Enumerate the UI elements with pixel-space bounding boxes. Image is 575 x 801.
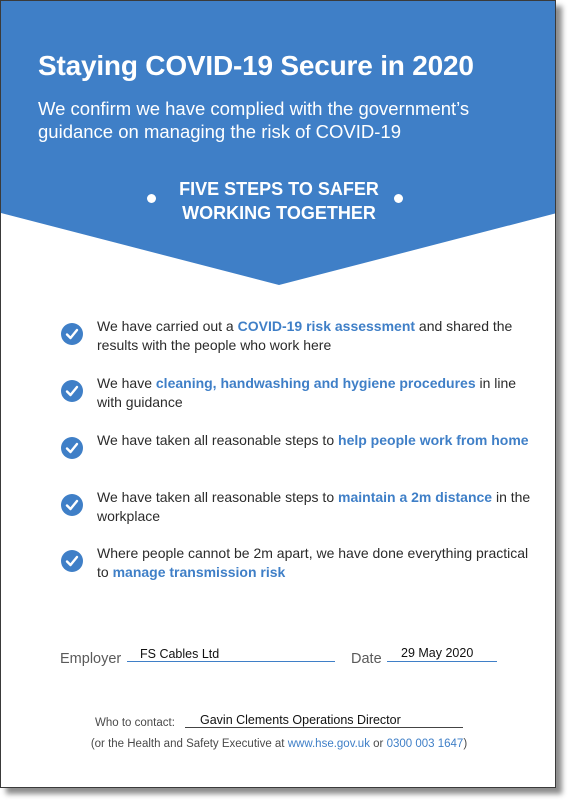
steps-heading	[1, 177, 556, 225]
employer-field-line	[127, 661, 335, 662]
hse-website-link[interactable]: www.hse.gov.uk	[287, 738, 370, 750]
check-circle-icon	[61, 494, 83, 516]
step-text: We have carried out a COVID-19 risk assessment and shared the results with the people who work here	[97, 318, 513, 353]
date-field-line	[387, 661, 497, 662]
hse-phone-link[interactable]: 0300 003 1647	[386, 738, 464, 750]
step-highlight: cleaning, handwashing and hygiene procedures	[155, 375, 476, 391]
step-item	[61, 431, 531, 459]
steps-heading-line-1: FIVE STEPS TO SAFER	[179, 179, 379, 199]
employer-field[interactable]: FS Cables Ltd	[140, 647, 220, 661]
step-text: We have taken all reasonable steps to help people work from home	[97, 432, 529, 448]
footer-note: (or the Health and Safety Executive at www.hse.gov.uk or 0300 003 1647)	[90, 738, 468, 750]
steps-heading-line-2: WORKING TOGETHER	[182, 203, 376, 223]
contact-field-line	[185, 727, 463, 728]
date-label: Date	[351, 651, 382, 667]
contact-field[interactable]: Gavin Clements Operations Director	[200, 713, 401, 727]
header-banner	[1, 1, 556, 286]
check-circle-icon	[61, 550, 83, 572]
contact-label: Who to contact:	[95, 717, 175, 729]
date-field[interactable]: 29 May 2020	[401, 646, 474, 660]
page-title: Staying COVID-19 Secure in 2020	[38, 50, 474, 81]
step-text: We have taken all reasonable steps to maintain a 2m distance in the workplace	[97, 489, 531, 524]
step-highlight: COVID-19 risk assessment	[237, 318, 416, 334]
bullet-dot-right	[394, 194, 403, 203]
step-highlight: help people work from home	[338, 432, 529, 448]
step-text: We have cleaning, handwashing and hygiene procedures in line with guidance	[97, 375, 517, 410]
step-item	[61, 544, 531, 581]
check-circle-icon	[61, 437, 83, 459]
step-item	[61, 317, 531, 354]
step-item	[61, 374, 531, 411]
step-item	[61, 488, 531, 525]
check-circle-icon	[61, 323, 83, 345]
step-text: Where people cannot be 2m apart, we have done everything practical to manage transmission risk	[97, 545, 529, 580]
banner-shape	[1, 1, 556, 286]
page-subtitle: We confirm we have complied with the government’s guidance on managing the risk of COVID-19	[38, 98, 470, 142]
step-highlight: maintain a 2m distance	[338, 489, 493, 505]
employer-label: Employer	[60, 651, 122, 667]
check-circle-icon	[61, 380, 83, 402]
step-highlight: manage transmission risk	[112, 563, 286, 580]
